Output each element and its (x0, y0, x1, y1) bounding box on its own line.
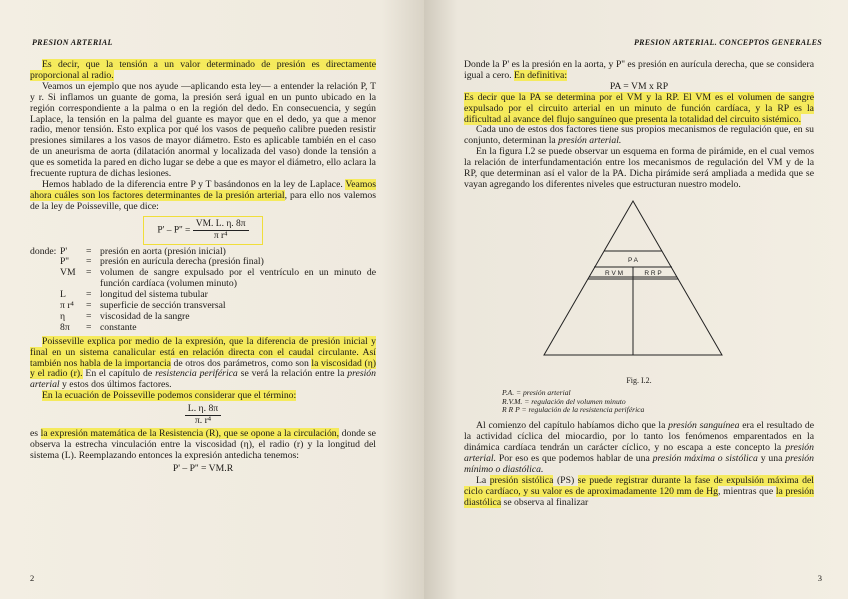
right-page-content (464, 60, 814, 508)
pyramid-diagram (464, 191, 814, 375)
formula-vm-r: P' – P'' = VM.R (172, 462, 234, 474)
legend-row: 8π = constante (60, 321, 137, 333)
paragraph-donde: Donde la P' es la presión en la aorta, y P'' es presión en aurícula derecha, que se considera igual a cero. En definitiva: (464, 59, 814, 81)
legend-row: P'' = presión en aurícula derecha (presión final) (60, 256, 264, 268)
highlight-tension-radio: Es decir, que la tensión a un valor determinado de presión es directamente proporcional al radio. (30, 59, 376, 81)
highlight-ecuacion: En la ecuación de Poisseville podemos considerar que el término: (42, 390, 297, 402)
paragraph-mecanismos: Cada uno de estos dos factores tiene sus propios mecanismos de regulación que, en su conjunto, determinan la presión arterial. (464, 124, 814, 147)
pyramid-label-rvm: R V M (604, 269, 624, 277)
legend-row: π r⁴ = superficie de sección transversal (60, 300, 226, 312)
formula-numerator: VM. L. η. 8π (193, 219, 249, 231)
legend-row: donde: P' = presión en aorta (presión inicial) (30, 245, 226, 257)
pyramid-figure (464, 191, 814, 375)
formula-legend (30, 247, 376, 334)
paragraph-figura: En la figura I.2 se puede observar un esquema en forma de pirámide, en el cual vemos la relación de interfundamentación entre los mecanismos de regulación del VM y de la RP, que determinan así el valor de la PA. Dicha pirámide será ampliada a medida que se vayan agregando los diferentes niveles que estructuran nuestro modelo. (464, 146, 814, 190)
legend-row: L = longitud del sistema tubular (60, 289, 208, 301)
poisseville-formula: P' – P'' = $\frac{VM. L. \eta. 8\pi}{\text{π r⁴}}$ (143, 216, 263, 245)
figure-caption: Fig. I.2. (626, 375, 652, 385)
paragraph-poisseville-explica: Poisseville explica por medio de la expresión, que la diferencia de presión inicial y final en un sistema canalicular está en relación directa con el caudal circulante. Así también nos habla de la importancia de otros dos parámetros, como son la viscosidad (η) y el radio (r). En el capítulo de resistencia periférica se verá la relación entre la presión arterial y estos dos últimos factores. (30, 335, 376, 391)
right-running-head: PRESION ARTERIAL. CONCEPTOS GENERALES (633, 38, 822, 47)
paragraph-comienzo: Al comienzo del capítulo habíamos dicho que la presión sanguínea era el resultado de la actividad cíclica del miocardio, por lo tanto los fenómenos emparentados en la dinámica cardíaca tendrán un carácter cíclico, y no escapa a este concepto la presión arterial. Por eso es que podemos hablar de una presión máxima o sistólica y una presión mínimo o diastólica. (464, 420, 814, 475)
legend-row: η = viscosidad de la sangre (60, 310, 190, 322)
left-running-head: PRESION ARTERIAL (32, 38, 113, 47)
left-page-content (30, 60, 376, 475)
formula-denominator: π r⁴ (213, 230, 228, 241)
paragraph-sistolica: La presión sistólica (PS) se puede registrar durante la fase de expulsión máxima del ciclo cardíaco, y su valor es de aproximadamente 120 mm de Hg, mientras que la presión diastólica se observa al finalizar (464, 474, 814, 508)
paragraph-glove-example: Veamos un ejemplo que nos ayude —aplicando esta ley— a entender la relación P, T y r. Si inflamos un guante de goma, la presión será igual en un punto ubicado en la región correspondiente a la palma o en la región del dedo. En consecuencia, y según Laplace, la tensión en la palma del guante es mayor que en el dedo, ya que a menor radio, menor tensión. Esto explica por qué los vasos de pequeño calibre pueden resistir presiones similares a los vasos de mayor diámetro. Esto es aplicable también en el caso de un aneurisma de aorta (dilatación anormal y localizada del vaso) donde la tensión a que es sometida la pared en dicho lugar se debe a que es mayor el diámetro, ello aclara la frecuente ruptura de dichas lesiones. (30, 80, 376, 180)
legend-row: VM = volumen de sangre expulsado por el ventrículo en un minuto de función cardíaca (volumen minuto) (60, 267, 376, 290)
right-page-number: 3 (817, 573, 822, 583)
highlight-pa-definition: Es decir que la PA se determina por el VM y la RP. El VM es el volumen de sangre expulsado por el circuito arterial en un minuto de función cardíaca, y la RP es la dificultad al avance del flujo sanguíneo que presenta la totalidad del circuito sistémico. (464, 91, 814, 125)
pyramid-label-pa: P A (627, 256, 639, 264)
paragraph-resistencia: es la expresión matemática de la Resistencia (R), que se opone a la circulación, donde se observa la estrecha vinculación entre la viscosidad (η), el radio (r) y la longitud del sistema (L). Reemplazando entonces la expresión antedicha tenemos: (30, 428, 376, 461)
paragraph-poisseville-intro: Hemos hablado de la diferencia entre P y T basándonos en la ley de Laplace. Veamos ahora cuáles son los factores determinantes de la presión arterial, para ello nos valemos de la ley de Poisseville, que dice: (30, 178, 376, 212)
pyramid-label-rrp: R R P (644, 269, 662, 277)
resistance-term: $\frac{L. \eta. 8\pi}{\text{π. r⁴}}$ (30, 404, 376, 427)
figure-notes: P.A. = presión arterial R.V.M. = regulación del volumen minuto R R P = regulación de la resistencia periférica (502, 387, 645, 415)
left-page-number: 2 (30, 573, 35, 583)
right-page (424, 0, 848, 599)
highlight-factores: Veamos ahora cuáles son los factores determinantes de la presión arterial (30, 178, 376, 201)
formula-pa: PA = VM x RP (609, 80, 669, 92)
